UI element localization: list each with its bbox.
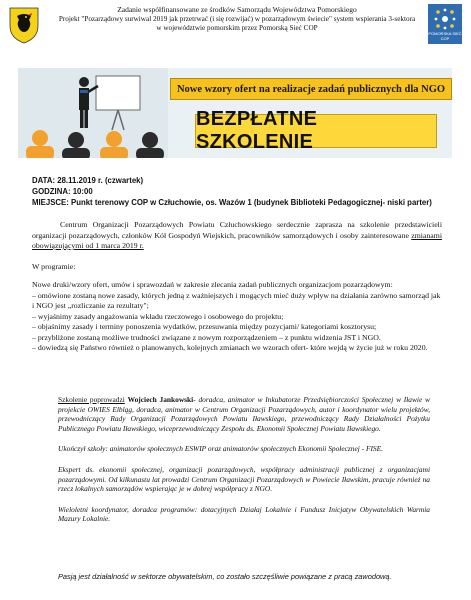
event-details — [32, 175, 452, 208]
program-list — [32, 280, 444, 354]
closing-sentence: Pasją jest działalność w sektorze obywatelskim, co zostało szczęśliwie powiązane z pracą zawodową. — [58, 572, 392, 581]
banner-subtitle: Nowe wzory ofert na realizacje zadań publicznych dla NGO — [170, 78, 452, 100]
presenter-audience-icon — [18, 68, 168, 158]
bio-text-1: - doradca, animator w Inkubatorze Przedsiębiorczości Społecznej w Iławie w projekcie OWIES Elbląg, doradca, animator w Centrum Organizacji Pozarządowych, autor i koordynator wielu projektów, przewodniczący Rady Organizacji Pozarządowych Powiatu Iławskiego, przewodniczący Rady Działalności Pożytku Publicznego Powiatu Iławskiego, wiceprzewodniczący Zespołu ds. Ekonomii Społecznej Powiatu Iławskiego. — [58, 395, 430, 433]
header-line-2: Projekt "Pozarządowy surwiwal 2019 jak przetrwać (i się rozwijać) w pozarządowym świecie" system wspierania 3-sektora — [58, 14, 416, 23]
bio-paragraph-3: Ekspert ds. ekonomii społecznej, organizacji pozarządowych, współpracy administracji publicznej z organizacjami pozarządowymi. Od kilkunastu lat prowadzi Centrum Organizacji Pozarządowych w Powiecie Iławskim, pracuje również na rzecz lokalnych samorządów wspierając je w dobrej współpracy z NGO. — [58, 464, 430, 494]
header-text — [52, 5, 422, 34]
header-line-1: Zadanie współfinansowane ze środków Samorządu Województwa Pomorskiego — [117, 5, 357, 14]
program-heading: W programie: — [32, 262, 76, 271]
trainer-name: Wojciech Jankowski — [127, 395, 194, 404]
program-item: – dowiedzą się Państwo również o planowanych, kolejnych zmianach we wzorach ofert- które wejdą w życie już w roku 2020. — [32, 343, 428, 352]
logo-text: POMORSKA SIEĆ COP — [428, 31, 462, 41]
presentation-illustration — [18, 68, 168, 158]
page-header — [0, 0, 471, 60]
bio-paragraph-2: Ukończył szkoły: animatorów społecznych ESWIP oraz animatorów społecznych Ekonomii Społecznej - FISE. — [58, 444, 383, 454]
invitation-underlined: zmianami obowiązującymi od 1 marca 2019 r. — [32, 230, 442, 250]
event-place: MIEJSCE: Punkt terenowy COP w Człuchowie, os. Wazów 1 (budynek Biblioteki Pedagogicznej- niski parter) — [32, 198, 432, 207]
bio-lead: Szkolenie poprowadzi — [58, 395, 125, 404]
event-time: GODZINA: 10:00 — [32, 187, 93, 196]
bio-paragraph-4: Wieloletni koordynator, doradca programów: dotacyjnych Działaj Lokalnie i Fundusz Inicjatyw Obywatelskich Warmia Mazury Lokalnie. — [58, 504, 430, 524]
program-item: – objaśnimy zasady i terminy ponoszenia wydatków, przesuwania między pozycjami/ kategoriami kosztorysu; — [32, 322, 377, 331]
invitation-paragraph — [32, 220, 442, 252]
trainer-bio — [58, 395, 430, 535]
program-item: – wyjaśnimy zasady angażowania wkładu rzeczowego i osobowego do projektu; — [32, 311, 284, 321]
pomorskie-crest-icon — [8, 6, 40, 44]
pomorska-siec-cop-logo — [428, 4, 462, 44]
bio-paragraph-1 — [58, 395, 430, 433]
program-item: – omówione zostaną nowe zasady, których jedną z ważniejszych i mogących mieć duży wpływ na działania zarówno samorząd jak i NGO jest „rozliczanie za rezultaty"; — [32, 290, 441, 310]
network-dots-icon — [434, 8, 456, 30]
header-line-3: w województwie pomorskim przez Pomorską Sieć COP — [156, 24, 318, 32]
program-item: – przybliżone zostaną możliwe trudności związane z nowym rozporządzeniem – z punktu widzenia JST i NGO. — [32, 332, 381, 342]
event-banner — [18, 68, 452, 158]
invitation-text: Centrum Organizacji Pozarządowych Powiatu Człuchowskiego serdecznie zaprasza na szkolenie przedstawicieli organizacji pozarządowych, członków Kół Gospodyń Wiejskich, pracowników samorządowych i osoby zainteresowane — [32, 220, 442, 240]
banner-title: BEZPŁATNE SZKOLENIE — [195, 114, 437, 148]
program-item: Nowe druki/wzory ofert, umów i sprawozdań w zakresie zlecania zadań publicznych organizacjom pozarządowym: — [32, 280, 393, 289]
event-date: DATA: 28.11.2019 r. (czwartek) — [32, 176, 144, 185]
